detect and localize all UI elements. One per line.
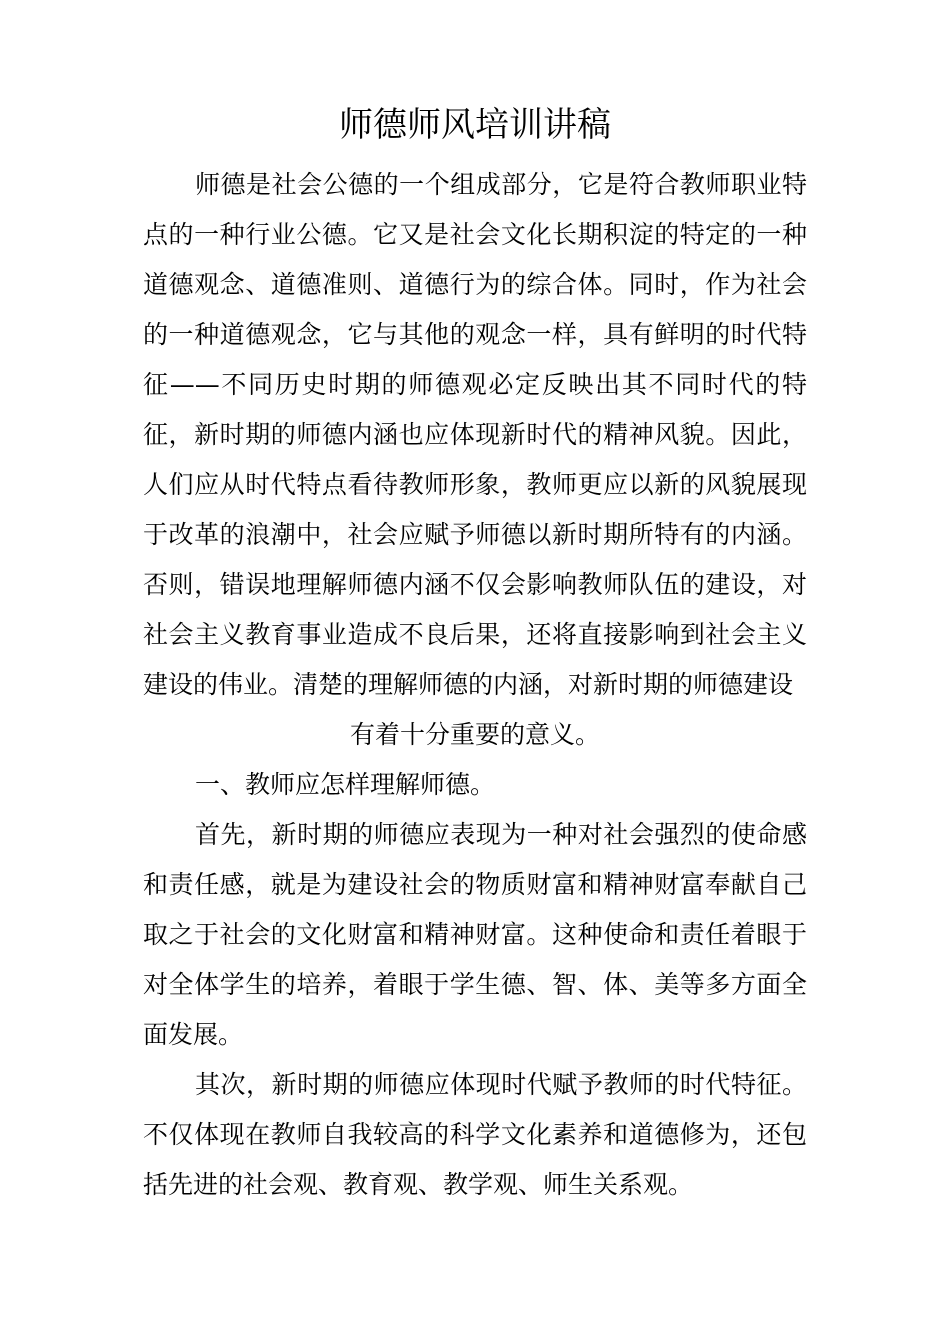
paragraph-second: 其次，新时期的师德应体现时代赋予教师的时代特征。不仅体现在教师自我较高的科学文化素养和道德修为，还包括先进的社会观、教育观、教学观、师生关系观。	[143, 1070, 807, 1199]
document-body	[143, 160, 807, 1210]
document-title: 师德师风培训讲稿	[339, 105, 611, 145]
intro-paragraph-end: 有着十分重要的意义。	[349, 720, 600, 749]
section-heading: 一、教师应怎样理解师德。	[195, 770, 496, 799]
paragraph-first: 首先，新时期的师德应表现为一种对社会强烈的使命感和责任感，就是为建设社会的物质财富和精神财富奉献自己取之于社会的文化财富和精神财富。这种使命和责任着眼于对全体学生的培养，着眼于学生德、智、体、美等多方面全面发展。	[143, 820, 807, 1049]
intro-paragraph: 师德是社会公德的一个组成部分，它是符合教师职业特点的一种行业公德。它又是社会文化长期积淀的特定的一种道德观念、道德准则、道德行为的综合体。同时，作为社会的一种道德观念，它与其他的观念一样，具有鲜明的时代特征——不同历史时期的师德观必定反映出其不同时代的特征，新时期的师德内涵也应体现新时代的精神风貌。因此，人们应从时代特点看待教师形象，教师更应以新的风貌展现于改革的浪潮中，社会应赋予师德以新时期所特有的内涵。否则，错误地理解师德内涵不仅会影响教师队伍的建设，对社会主义教育事业造成不良后果，还将直接影响到社会主义建设的伟业。清楚的理解师德的内涵，对新时期的师德建设	[143, 170, 807, 699]
